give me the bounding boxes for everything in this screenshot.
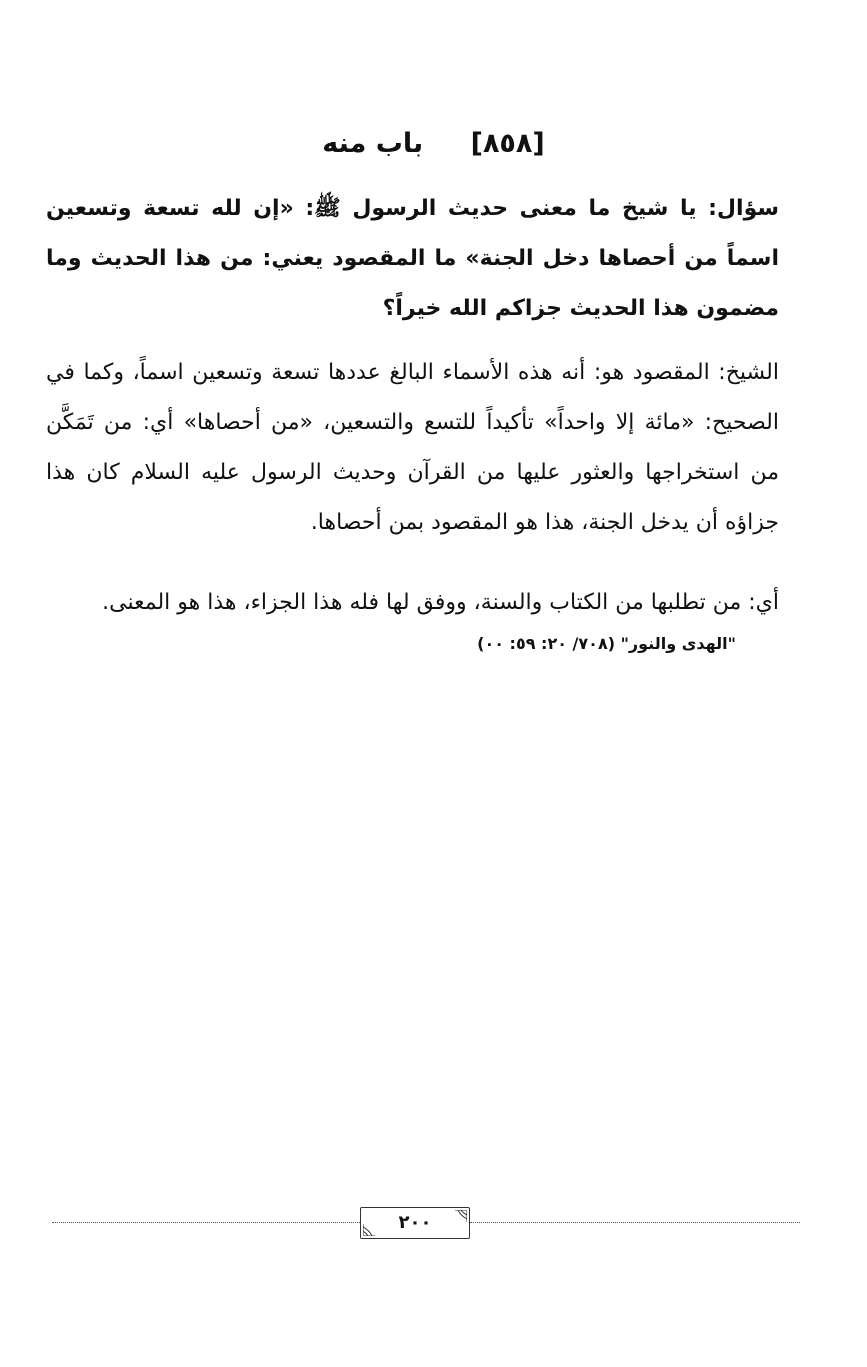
footer-divider-left [52,1222,360,1223]
page-number-frame [360,1207,470,1239]
answer-summary-paragraph: أي: من تطلبها من الكتاب والسنة، ووفق لها فله هذا الجزاء، هذا هو المعنى. [102,590,779,615]
chapter-number: [٨٥٨] [470,128,545,159]
page-number: ٢٠٠ [398,1212,432,1233]
footer-divider-right [470,1222,800,1223]
question-paragraph: سؤال: يا شيخ ما معنى حديث الرسول ﷺ: «إن لله تسعة وتسعين اسماً من أحصاها دخل الجنة» ما المقصود يعني: من هذا الحديث وما مضمون هذا الحديث جزاكم الله خيراً؟ [46,196,779,321]
chapter-title: باب منه [322,128,424,159]
answer-paragraph: الشيخ: المقصود هو: أنه هذه الأسماء البالغ عددها تسعة وتسعين اسماً، وكما في الصحيح: «مائة إلا واحداً» تأكيداً للتسع والتسعين، «من أحصاها» أي: من تَمَكَّن من استخراجها والعثور عليها من القرآن وحديث الرسول عليه السلام كان هذا جزاؤه أن يدخل الجنة، هذا هو المقصود بمن أحصاها. [46,360,779,535]
source-citation: "الهدى والنور" (٧٠٨/ ٢٠: ٥٩: ٠٠) [477,634,736,653]
chapter-heading [0,128,867,159]
